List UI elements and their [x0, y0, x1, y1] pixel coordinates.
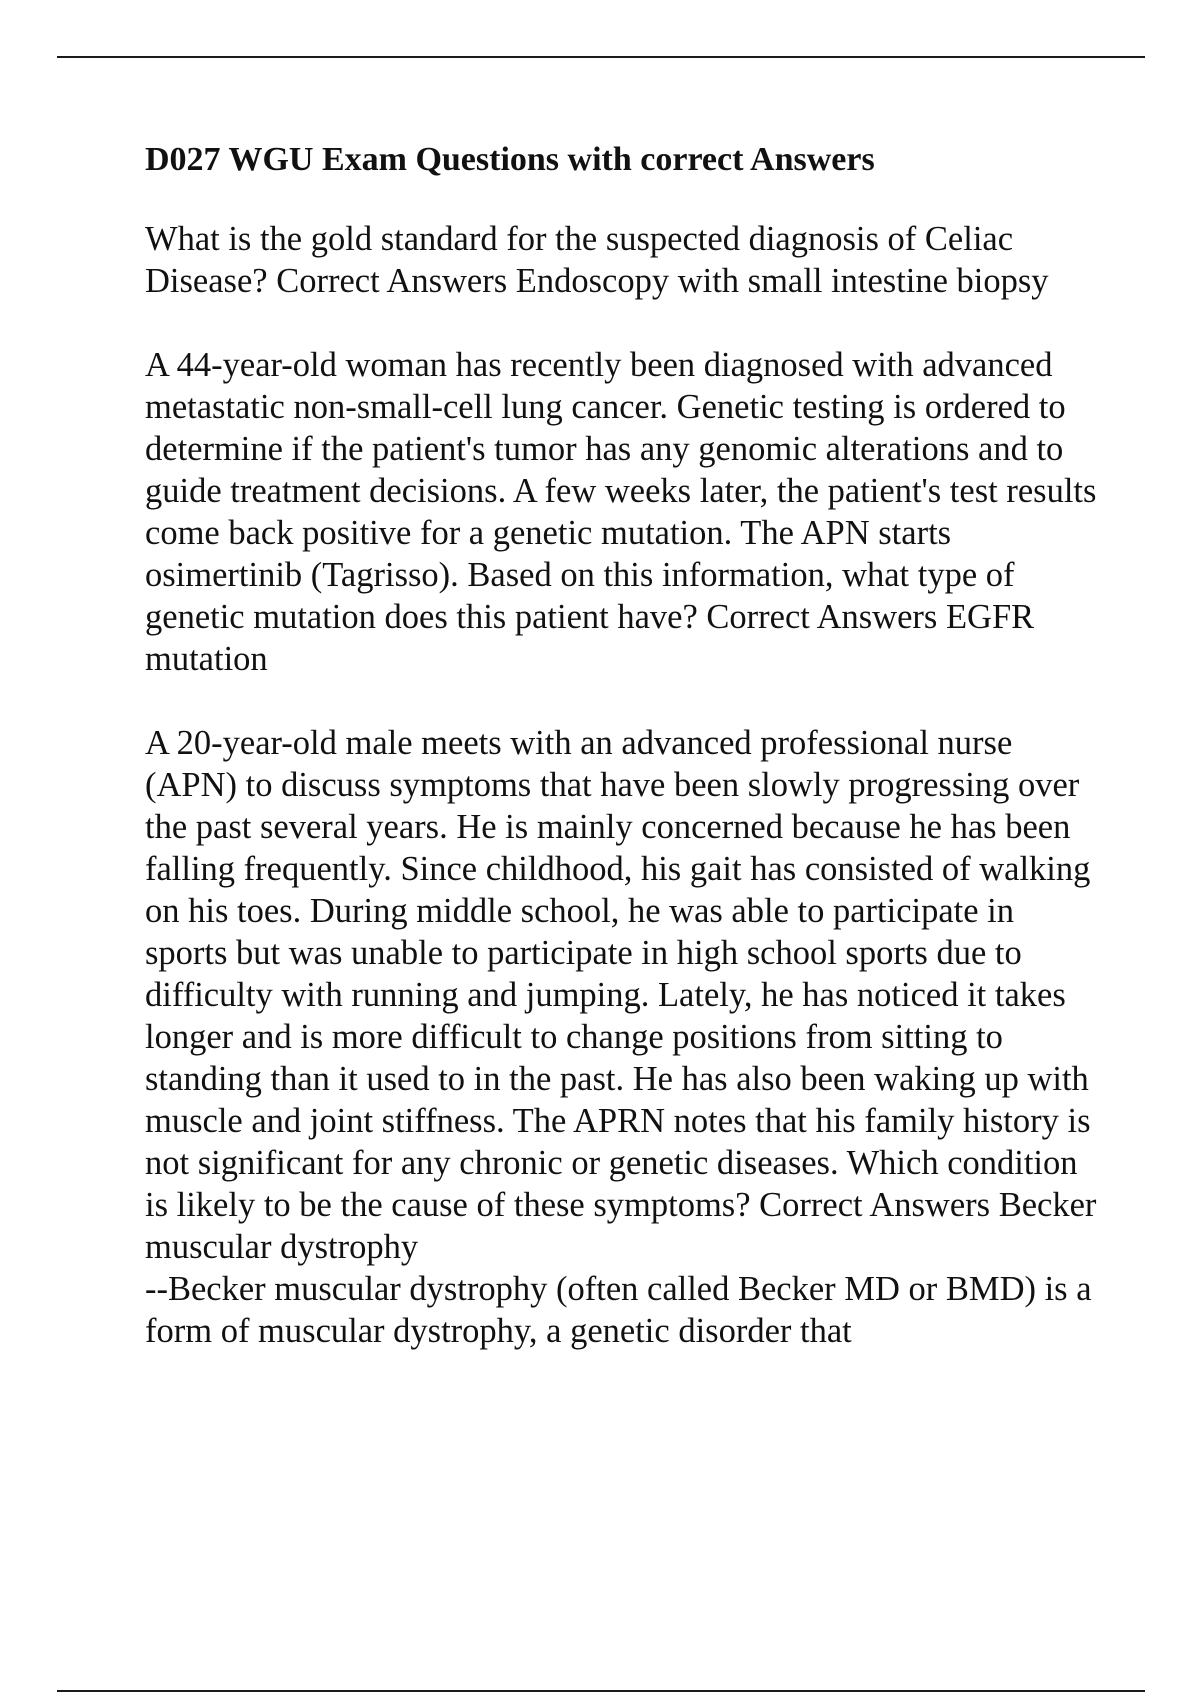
page-content [145, 140, 1105, 1352]
question-text: A 44-year-old woman has recently been diagnosed with advanced metastatic non-small-cell lung cancer. Genetic testing is ordered to determine if the patient's tumor has any genomic alterations and to guide treatment decisions. A few weeks later, the patient's test results come back positive for a genetic mutation. The APN starts osimertinib (Tagrisso). Based on this information, what type of genetic mutation does this patient have? [145, 346, 1106, 636]
qa-item [145, 344, 1105, 680]
page-title: D027 WGU Exam Questions with correct Answers [145, 141, 875, 178]
qa-item [145, 722, 1105, 1352]
answer-label: Correct Answers [706, 598, 938, 636]
header-rule [57, 56, 1145, 58]
answer-label: Correct Answers [276, 262, 508, 300]
answer-text: Endoscopy with small intestine biopsy [515, 262, 1049, 300]
answer-label: Correct Answers [759, 1186, 991, 1224]
answer-text: Becker muscular dystrophy [145, 1186, 1106, 1266]
question-text: What is the gold standard for the suspected diagnosis of Celiac Disease? [145, 220, 1022, 300]
question-text: A 20-year-old male meets with an advanced professional nurse (APN) to discuss symptoms that have been slowly progressing over the past several years. He is mainly concerned because he has been falling frequently. Since childhood, his gait has consisted of walking on his toes. During middle school, he was able to participate in sports but was unable to participate in high school sports due to difficulty with running and jumping. Lately, he has noticed it takes longer and is more difficult to change positions from sitting to standing than it used to in the past. He has also been waking up with muscle and joint stiffness. The APRN notes that his family history is not significant for any chronic or genetic diseases. Which condition is likely to be the cause of these symptoms? [145, 724, 1100, 1224]
footer-rule [57, 1690, 1145, 1692]
qa-item [145, 218, 1105, 302]
answer-note: --Becker muscular dystrophy (often called Becker MD or BMD) is a form of muscular dystrophy, a genetic disorder that [145, 1270, 1092, 1350]
answer-text: EGFR mutation [145, 598, 1043, 678]
